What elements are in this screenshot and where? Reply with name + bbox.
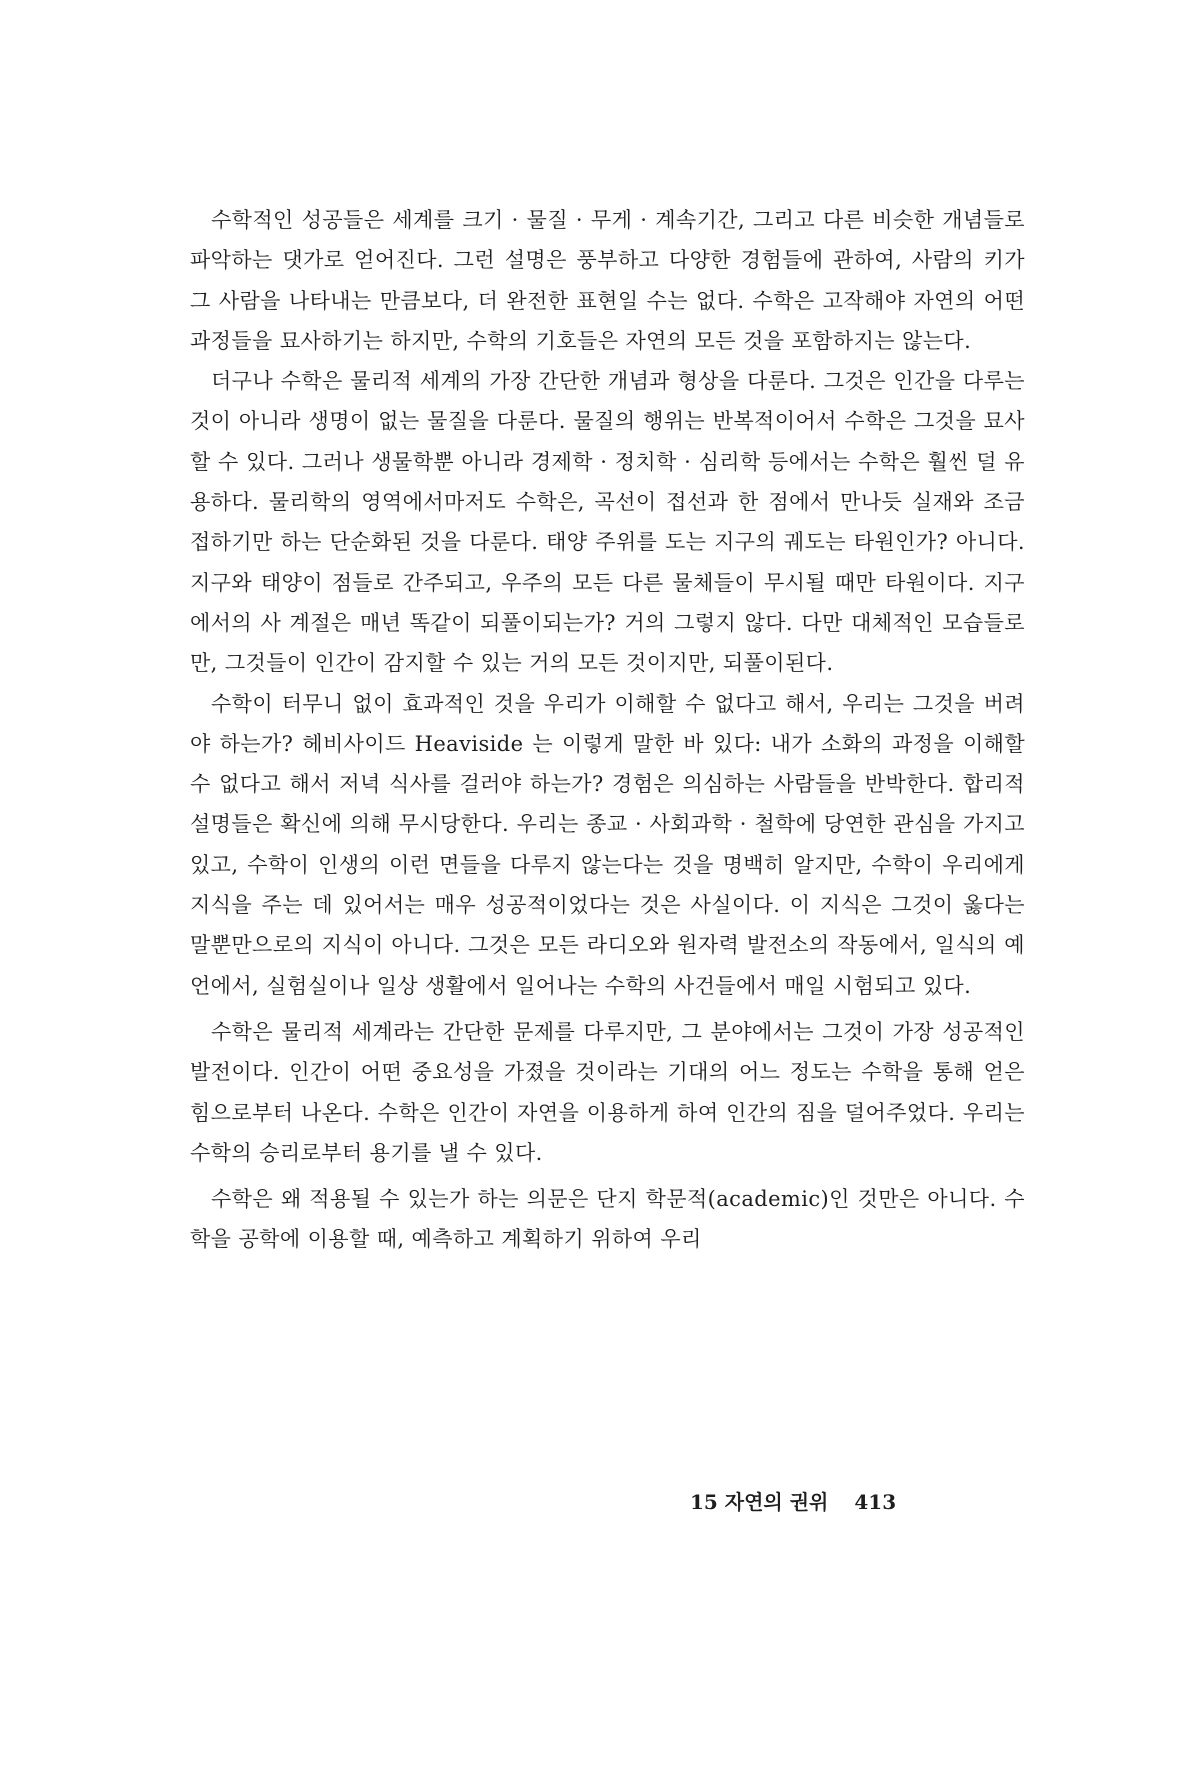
paragraph-3: 수학이 터무니 없이 효과적인 것을 우리가 이해할 수 없다고 해서, 우리는 그것을 버려야 하는가? 헤비사이드 Heaviside 는 이렇게 말한 바 있다: 내가 소화의 과정을 이해할 수 없다고 해서 저녁 식사를 걸러야 하는가? 경험은 의심하는 사람들을 반박한다. 합리적 설명들은 확신에 의해 무시당한다. 우리는 종교 · 사회과학 · 철학에 당연한 관심을 가지고 있고, 수학이 인생의 이런 면들을 다루지 않는다는 것을 명백히 알지만, 수학이 우리에게 지식을 주는 데 있어서는 매우 성공적이었다는 것은 사실이다. 이 지식은 그것이 옳다는 말뿐만으로의 지식이 아니다. 그것은 모든 라디오와 원자력 발전소의 작동에서, 일식의 예언에서, 실험실이나 일상 생활에서 일어나는 수학의 사건들에서 매일 시험되고 있다. <box>190 691 1025 998</box>
page-footer <box>690 1486 1020 1515</box>
paragraph-4: 수학은 물리적 세계라는 간단한 문제를 다루지만, 그 분야에서는 그것이 가장 성공적인 발전이다. 인간이 어떤 중요성을 가졌을 것이라는 기대의 어느 정도는 수학을 통해 얻은 힘으로부터 나온다. 수학은 인간이 자연을 이용하게 하여 인간의 짐을 덜어주었다. 우리는 수학의 승리로부터 용기를 낼 수 있다. <box>190 1019 1025 1165</box>
paragraph-5: 수학은 왜 적용될 수 있는가 하는 의문은 단지 학문적(academic)인 것만은 아니다. 수학을 공학에 이용할 때, 예측하고 계획하기 위하여 우리 <box>190 1187 1025 1252</box>
running-footer-title: 15 자연의 권위 <box>690 1490 829 1514</box>
paragraph-1: 수학적인 성공들은 세계를 크기 · 물질 · 무게 · 계속기간, 그리고 다른 비슷한 개념들로 파악하는 댓가로 얻어진다. 그런 설명은 풍부하고 다양한 경험들에 관하여, 사람의 키가 그 사람을 나타내는 만큼보다, 더 완전한 표현일 수는 없다. 수학은 고작해야 자연의 어떤 과정들을 묘사하기는 하지만, 수학의 기호들은 자연의 모든 것을 포함하지는 않는다. <box>190 208 1025 353</box>
page-body <box>190 200 1025 1260</box>
paragraph-2: 더구나 수학은 물리적 세계의 가장 간단한 개념과 형상을 다룬다. 그것은 인간을 다루는 것이 아니라 생명이 없는 물질을 다룬다. 물질의 행위는 반복적이어서 수학은 그것을 묘사할 수 있다. 그러나 생물학뿐 아니라 경제학 · 정치학 · 심리학 등에서는 수학은 훨씬 덜 유용하다. 물리학의 영역에서마저도 수학은, 곡선이 접선과 한 점에서 만나듯 실재와 조금 접하기만 하는 단순화된 것을 다룬다. 태양 주위를 도는 지구의 궤도는 타원인가? 아니다. 지구와 태양이 점들로 간주되고, 우주의 모든 다른 물체들이 무시될 때만 타원이다. 지구에서의 사 계절은 매년 똑같이 되풀이되는가? 거의 그렇지 않다. 다만 대체적인 모습들로만, 그것들이 인간이 감지할 수 있는 거의 모든 것이지만, 되풀이된다. <box>190 369 1025 676</box>
page-number: 413 <box>854 1490 897 1514</box>
